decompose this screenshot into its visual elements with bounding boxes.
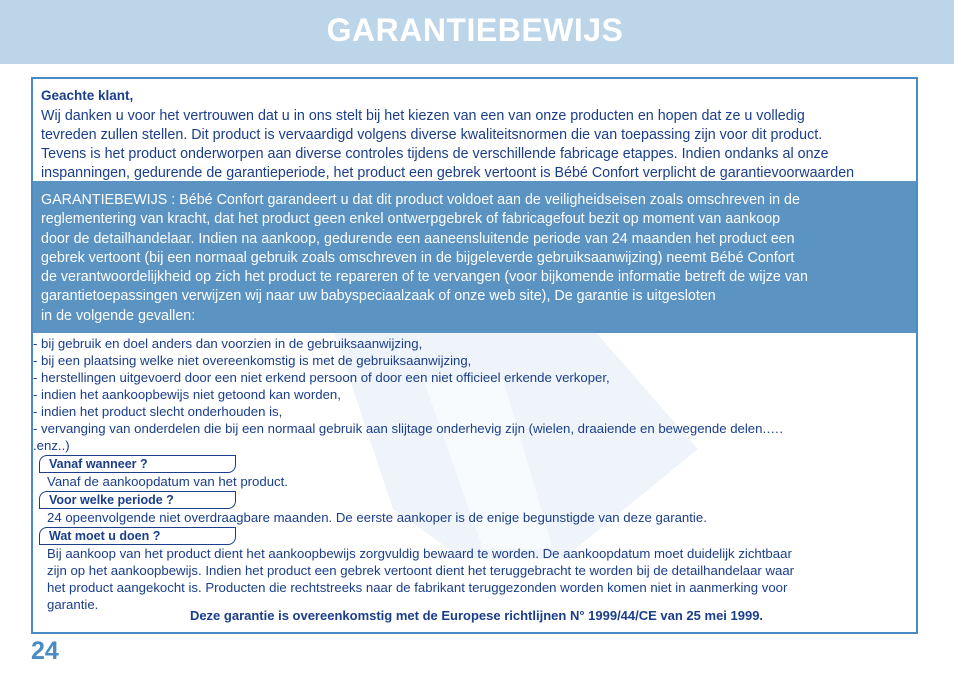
statement-line: GARANTIEBEWIJS : Bébé Confort garandeert u dat dit product voldoet aan de veiligheidseisen zoals omschreven in de: [41, 192, 800, 208]
greeting: Geachte klant,: [41, 88, 134, 103]
intro-line: Tevens is het product onderworpen aan diverse controles tijdens de verschillende fabricage etappes. Indien ondanks al onze: [41, 146, 829, 162]
statement-line: de verantwoordelijkheid op zich het product te repareren of te vervangen (voor bijkomende informatie betreft de wijze van: [41, 269, 808, 286]
faq-question: Wat moet u doen ?: [39, 527, 236, 545]
statement-line: door de detailhandelaar. Indien na aankoop, gedurende een aaneensluitende periode van 24 maanden het product een: [41, 230, 795, 247]
list-item: - vervanging van onderdelen die bij een normaal gebruik aan slijtage onderhevig zijn (wielen, draaiende en bewegende delen.….: [33, 421, 783, 436]
statement-line: garantietoepassingen verwijzen wij naar uw babyspeciaalzaak of onze web site), De garantie is uitgesloten: [41, 288, 716, 305]
page-title: GARANTIEBEWIJS: [326, 12, 624, 48]
faq-answer-line: zijn op het aankoopbewijs. Indien het product een gebrek vertoont dient het teruggebracht te worden bij de detailhandelaar waar: [47, 563, 795, 578]
intro-line: inspanningen, gedurende de garantieperiode, het product een gebrek vertoont is Bébé Confort verplicht de garantievoorwaarden: [41, 165, 855, 181]
list-item: - bij gebruik en doel anders dan voorzien in de gebruiksaanwijzing,: [33, 336, 423, 351]
list-item: - indien het aankoopbewijs niet getoond kan worden,: [33, 387, 341, 402]
faq-answer-line: Bij aankoop van het product dient het aankoopbewijs zorgvuldig bewaard te worden. De aankoopdatum moet duidelijk zichtbaar: [47, 546, 792, 561]
statement-line: reglementering van kracht, dat het product geen enkel ontwerpgebrek of fabricagefout bezit op moment van aankoop: [41, 211, 781, 228]
faq-answer-line: het product aangekocht is. Producten die rechtstreeks naar de fabrikant teruggezonden worden komen niet in aanmerking voor: [47, 580, 788, 595]
list-item-continuation: .enz..): [33, 438, 70, 453]
warranty-frame: [31, 77, 918, 634]
list-item: - herstellingen uitgevoerd door een niet erkend persoon of door een niet officieel erkende verkoper,: [33, 370, 610, 385]
faq-question: Vanaf wanneer ?: [39, 455, 236, 473]
page-number: 24: [31, 637, 59, 665]
statement-line: in de volgende gevallen:: [41, 307, 196, 324]
faq-item-since-when: [33, 455, 918, 490]
intro-line: Wij danken u voor het vertrouwen dat u in ons stelt bij het kiezen van een van onze producten en hopen dat ze u volledig: [41, 108, 805, 124]
footer-note: Deze garantie is overeenkomstig met de Europese richtlijnen N° 1999/44/CE van 25 mei 1999.: [189, 608, 764, 623]
statement-line: gebrek vertoont (bij een normaal gebruik zoals omschreven in de bijgeleverde gebruiksaanwijzing) neemt Bébé Confort: [41, 249, 795, 266]
intro-line: tevreden zullen stellen. Dit product is vervaardigd volgens diverse kwaliteitsnormen die van toepassing zijn voor dit product.: [41, 127, 823, 143]
exclusion-list: [33, 335, 918, 454]
exclusions-and-faq: [33, 335, 918, 613]
warranty-statement: [41, 191, 909, 326]
warranty-statement-band: [33, 181, 918, 333]
faq-answer: Vanaf de aankoopdatum van het product.: [47, 474, 288, 489]
list-item: - indien het product slecht onderhouden is,: [33, 404, 283, 419]
faq-item-period: [33, 491, 918, 526]
faq-item-what-to-do: [33, 527, 918, 613]
faq-question: Voor welke periode ?: [39, 491, 236, 509]
list-item: - bij een plaatsing welke niet overeenkomstig is met de gebruiksaanwijzing,: [33, 353, 472, 368]
faq-answer: 24 opeenvolgende niet overdraagbare maanden. De eerste aankoper is de enige begunstigde van deze garantie.: [47, 510, 707, 525]
intro-paragraph: [41, 85, 911, 183]
faq-answer-line: garantie.: [47, 597, 99, 612]
